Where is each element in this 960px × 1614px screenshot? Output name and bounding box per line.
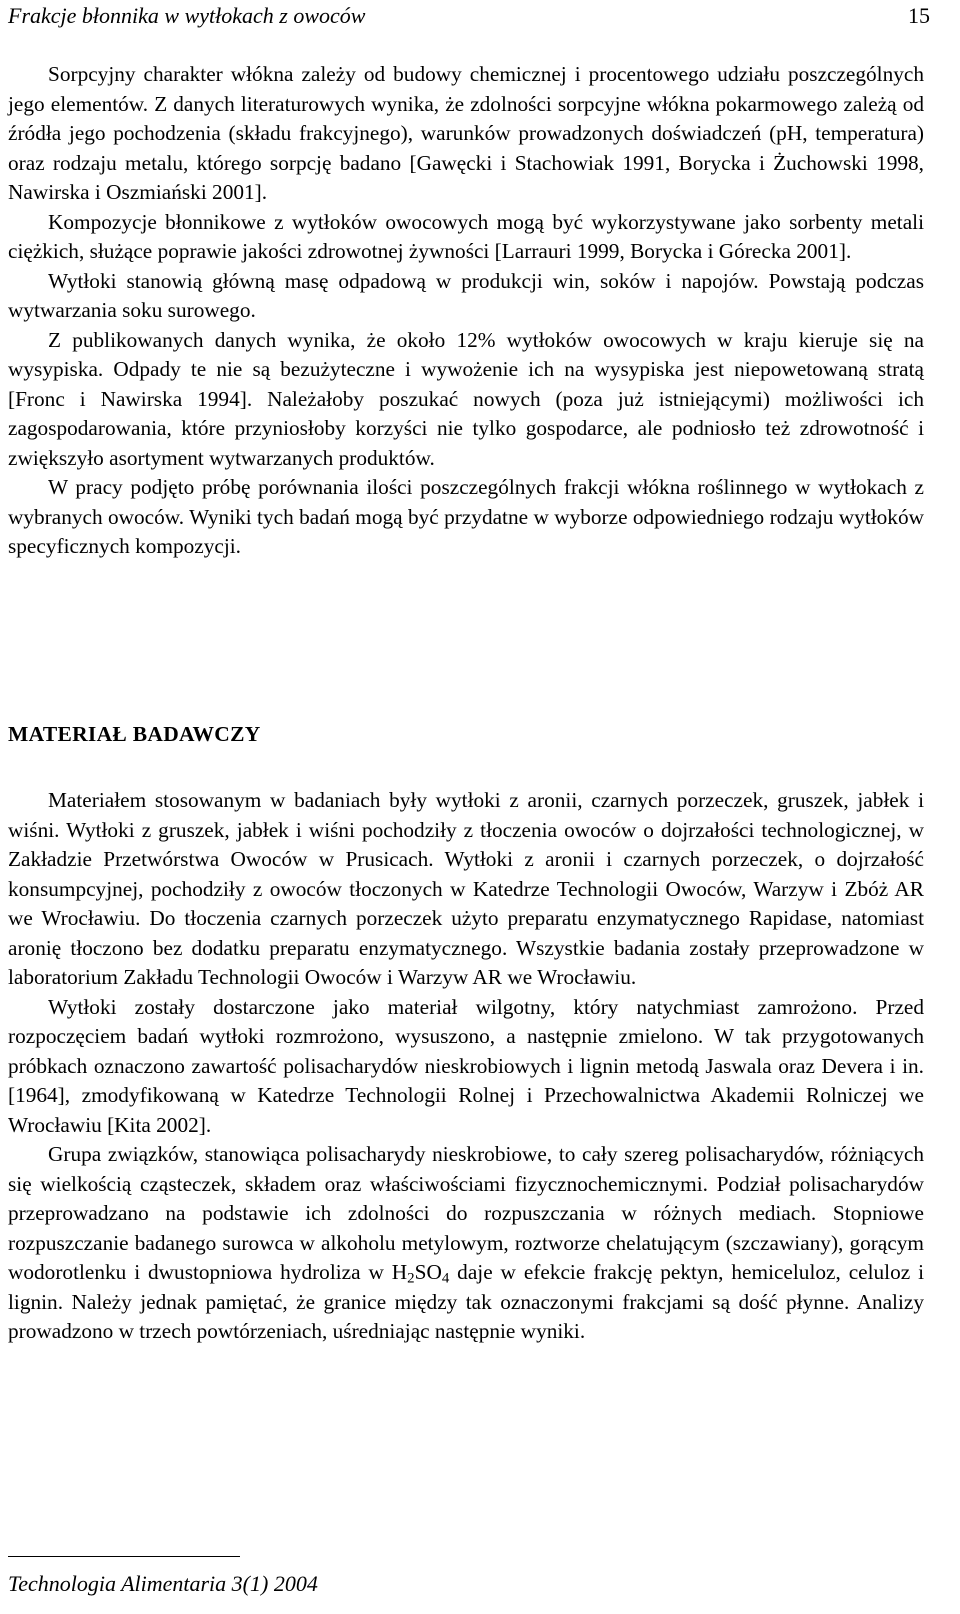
paragraph: Materiałem stosowanym w badaniach były wytłoki z aronii, czarnych porzeczek, gruszek, jabłek i wiśni. Wytłoki z gruszek, jabłek i wiśni pochodziły z tłoczenia owoców o dojrzałości technologicznej, w Zakładzie Przetwórstwa Owoców w Prusicach. Wytłoki z aronii i czarnych porzeczek, o dojrzałość konsumpcyjnej, pochodziły z owoców tłoczonych w Katedrze Technologii Owoców, Warzyw i Zbóż AR we Wrocławiu. Do tłoczenia czarnych porzeczek użyto preparatu enzymatycznego Rapidase, natomiast aronię tłoczono bez dodatku preparatu enzymatycznego. Wszystkie badania zostały przeprowadzone w laboratorium Zakładu Technologii Owoców i Warzyw AR we Wrocławiu. [8, 788, 924, 989]
page-number: 15 [908, 3, 930, 28]
paragraph-with-formula [8, 1140, 924, 1347]
text-run: Grupa związków, stanowiąca polisacharydy nieskrobiowe, to cały szereg polisacharydów, różniących się wielkością cząsteczek, składem oraz właściwościami fizycznochemicznymi. Podział polisacharydów przeprowadzano na podstawie ich zdolności do rozpuszczania w różnych mediach. Stopniowe rozpuszczanie badanego surowca w alkoholu metylowym, roztworze chelatującym (szczawiany), gorącym wodorotlenku i dwustopniowa hydroliza w H [8, 1142, 924, 1284]
text-run: daje w efekcie frakcję pektyn, hemiceluloz, celuloz i lignin. Należy jednak pamiętać, że granice między tak oznaczonymi frakcjami są dość płynne. Analizy prowadzono w trzech powtórzeniach, uśredniając następnie wyniki. [8, 1260, 925, 1343]
paragraph: Kompozycje błonnikowe z wytłoków owocowych mogą być wykorzystywane jako sorbenty metali ciężkich, służące poprawie jakości zdrowotnej żywności [Larrauri 1999, Borycka i Górecka 2001]. [8, 209, 924, 263]
section-heading: MATERIAŁ BADAWCZY [8, 722, 261, 746]
paragraph: Sorpcyjny charakter włókna zależy od budowy chemicznej i procentowego udziału poszczególnych jego elementów. Z danych literaturowych wynika, że zdolności sorpcyjne włókna pokarmowego zależą od źródła jego pochodzenia (składu frakcyjnego), warunków prowadzonych doświadczeń (pH, temperatura) oraz rodzaju metalu, którego sorpcję badano [Gawęcki i Stachowiak 1991, Borycka i Żuchowski 1998, Nawirska i Oszmiański 2001]. [8, 62, 924, 204]
paragraph: Wytłoki stanowią główną masę odpadową w produkcji win, soków i napojów. Powstają podczas wytwarzania soku surowego. [8, 268, 924, 322]
journal-footer: Technologia Alimentaria 3(1) 2004 [8, 1571, 318, 1596]
introduction-text [8, 60, 924, 562]
running-header [8, 2, 930, 30]
paragraph: Wytłoki zostały dostarczone jako materiał wilgotny, który natychmiast zamrożono. Przed rozpoczęciem badań wytłoki rozmrożono, wysuszono, a następnie zmielono. W tak przygotowanych próbkach oznaczono zawartość polisacharydów nieskrobiowych i lignin metodą Jaswala oraz Devera i in. [1964], zmodyfikowaną w Katedrze Technologii Rolnej i Przechowalnictwa Akademii Rolniczej we Wrocławiu [Kita 2002]. [8, 994, 924, 1137]
running-title: Frakcje błonnika w wytłokach z owoców [8, 3, 366, 28]
paragraph: Z publikowanych danych wynika, że około 12% wytłoków owocowych w kraju kieruje się na wysypiska. Odpady te nie są bezużyteczne i wywożenie ich na wysypiska jest niepowetowaną stratą [Fronc i Nawirska 1994]. Należałoby poszukać nowych (poza już istniejącymi) możliwości ich zagospodarowania, które przyniosłoby korzyści nie tylko gospodarce, ale podniosło też zdrowotność i zwiększyło asortyment wytwarzanych produktów. [8, 327, 924, 470]
section-text [8, 786, 924, 1347]
subscript: 2 [407, 1270, 415, 1287]
text-run: SO [414, 1260, 442, 1284]
subscript: 4 [441, 1270, 450, 1287]
paragraph: W pracy podjęto próbę porównania ilości poszczególnych frakcji włókna roślinnego w wytłokach z wybranych owoców. Wyniki tych badań mogą być przydatne w wyborze odpowiedniego rodzaju wytłoków specyficznych kompozycji. [8, 475, 924, 558]
footer-divider [8, 1556, 240, 1557]
